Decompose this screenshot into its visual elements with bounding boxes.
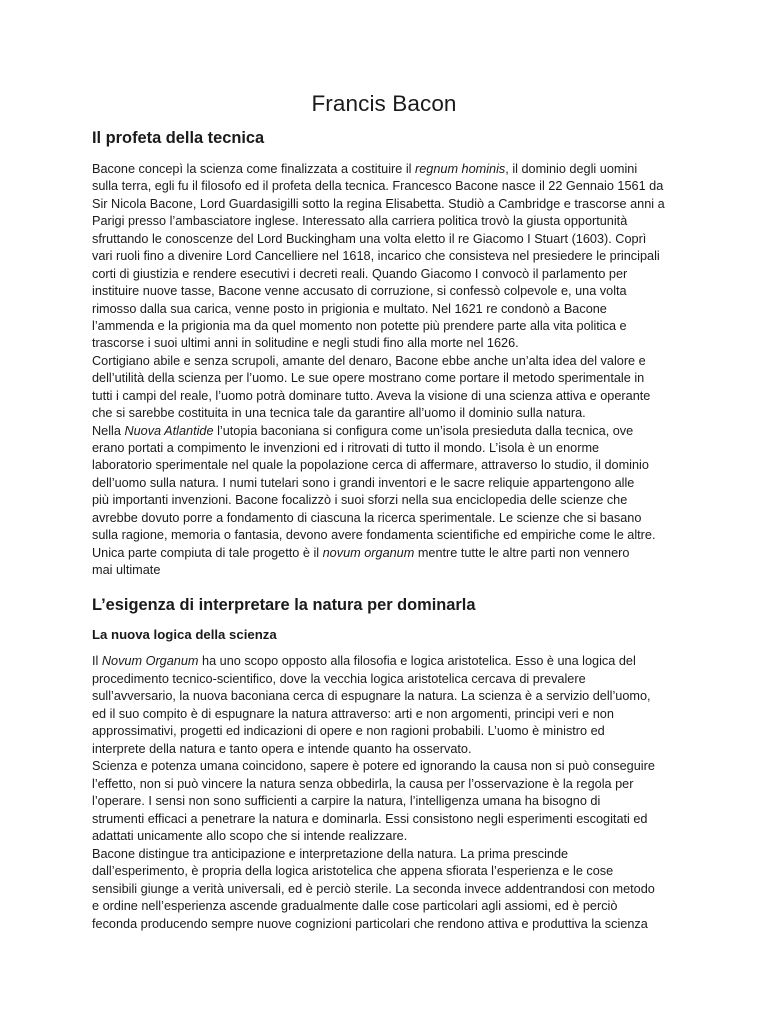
italic-title: novum organum [322, 545, 415, 560]
text-run: Cortigiano abile e senza scrupoli, amante del denaro, Bacone ebbe anche un’alta idea del valore e [92, 353, 646, 368]
italic-title: Novum Organum [101, 654, 199, 668]
text-line [92, 423, 684, 440]
section-heading-profeta: Il profeta della tecnica [92, 129, 265, 147]
text-line [92, 335, 684, 352]
text-line [92, 388, 684, 405]
text-line [92, 196, 684, 213]
text-line [92, 510, 684, 527]
text-line [92, 283, 684, 300]
section-body-profeta [92, 161, 684, 580]
text-line [92, 793, 684, 811]
text-run: più importanti invenzioni. Bacone focalizzò i suoi sforzi nella sua enciclopedia delle scienze che [92, 493, 628, 508]
text-run: erano portati a compimento le invenzioni ed i ritrovati di tutto il mondo. L’isola è un enorme [92, 441, 600, 455]
text-run: sulla ragione, memoria o fantasia, devono avere fondamenta scientifiche ed empiriche come le altre. [92, 528, 656, 543]
text-line [92, 898, 684, 916]
text-line [92, 457, 684, 474]
text-run: vari ruoli fino a divenire Lord Cancelliere nel 1618, incarico che consisteva nel presiedere le principali [92, 249, 660, 264]
text-run: procedimento tecnico-scientifico, dove la vecchia logica aristotelica cercava di prevalere [92, 671, 586, 686]
text-run: sfruttando le conoscenze del Lord Buckingham una volta eletto il re Giacomo I Stuart (1603). Coprì [92, 231, 647, 246]
text-line [92, 301, 684, 318]
text-line [92, 811, 684, 829]
text-run: tutti i campi del reale, l’uomo potrà dominare tutto. Aveva la visione di una scienza attiva e operante [92, 388, 651, 403]
text-line [92, 405, 684, 422]
text-line [92, 527, 684, 544]
text-run: laboratorio sperimentale nel quale la popolazione cerca di affermare, attraverso lo studio, il dominio [92, 458, 649, 473]
text-line [92, 723, 684, 741]
text-run: corti di giustizia e rendere esecutivi i decreti reali. Quando Giacomo I convocò il parlamento per [92, 266, 628, 281]
text-line [92, 318, 684, 335]
text-line [92, 671, 684, 689]
section-heading-esigenza: L’esigenza di interpretare la natura per dominarla [92, 596, 476, 614]
text-run: Parigi presso l’ambasciatore inglese. Interessato alla carriera politica trovò la giusta opportunità [92, 214, 628, 229]
italic-title: Nuova Atlantide [124, 423, 214, 438]
text-run: ha uno scopo opposto alla filosofia e logica aristotelica. Esso è una logica del [198, 654, 636, 668]
subsection-heading-logica: La nuova logica della scienza [92, 627, 277, 642]
text-run: approssimativi, progetti ed indicazioni di opere e non ragioni probabili. L’uomo è ministro ed [92, 724, 605, 738]
text-line [92, 776, 684, 794]
text-run: mai ultimate [92, 563, 161, 578]
text-run: sull’avversario, la nuova baconiana cerca di espugnare la natura. La scienza è a servizio dell’uomo, [92, 689, 651, 703]
text-run: instituire nuove tasse, Bacone venne accusato di corruzione, si confessò colpevole e, una volta [92, 284, 627, 299]
text-run: Bacone distingue tra anticipazione e interpretazione della natura. La prima prescinde [92, 846, 569, 861]
text-run: rimosso dalla sua carica, venne posto in prigionia e multato. Nel 1621 re condonò a Bacone [92, 301, 607, 316]
text-line [92, 863, 684, 881]
text-line [92, 688, 684, 706]
text-run: avrebbe dovuto porre a fondamento di ciascuna la ricerca sperimentale. Le scienze che si basano [92, 510, 642, 525]
text-run: Scienza e potenza umana coincidono, sapere è potere ed ignorando la causa non si può conseguire [92, 759, 655, 773]
text-run: interprete della natura e tanto opera e intende quanto ha osservato. [92, 741, 472, 756]
text-line [92, 653, 684, 671]
text-run: trascorse i suoi ultimi anni in solitudine e negli studi fino alla morte nel 1626. [92, 336, 519, 351]
text-line [92, 266, 684, 283]
text-run: e ordine nell’esperienza ascende gradualmente dalle cose particolari agli assiomi, ed è perciò [92, 899, 618, 913]
text-line [92, 248, 684, 265]
text-line [92, 440, 684, 457]
text-run: strumenti efficaci a penetrare la natura e dominarla. Essi consistono negli esperimenti escogitati ed [92, 811, 648, 826]
text-line [92, 545, 684, 562]
text-run: feconda producendo sempre nuove cognizioni particolari che rendono attiva e produttiva la scienza [92, 916, 648, 931]
text-run: l’operare. I sensi non sono sufficienti a carpire la natura, l’intelligenza umana ha bisogno di [92, 794, 601, 808]
text-line [92, 475, 684, 492]
text-line [92, 213, 684, 230]
text-line [92, 562, 684, 579]
text-line [92, 492, 684, 509]
text-run: Nella [92, 423, 125, 438]
text-run: mentre tutte le altre parti non vennero [414, 545, 630, 560]
italic-title: regnum hominis [415, 162, 506, 176]
text-line [92, 706, 684, 724]
text-run: Bacone concepì la scienza come finalizzata a costituire il [92, 162, 415, 176]
text-run: , il dominio degli uomini [505, 162, 638, 176]
text-line [92, 846, 684, 864]
section-body-esigenza [92, 653, 684, 933]
text-run: dell’uomo sulla natura. I numi tutelari sono i grandi inventori e le sacre reliquie appartengono alle [92, 475, 635, 490]
text-run: sensibili giunge a verità universali, ed è perciò sterile. La seconda invece addentrandosi con metodo [92, 881, 655, 896]
text-run: l’utopia baconiana si configura come un’isola presieduta dalla tecnica, ove [213, 423, 634, 438]
text-line [92, 161, 684, 178]
text-run: l’effetto, non si può vincere la natura senza obbedirla, la causa per l’osservazione è la regola per [92, 776, 634, 791]
text-line [92, 178, 684, 195]
text-run: dell’utilità della scienza per l’uomo. Le sue opere mostrano come portare il metodo sperimentale in [92, 371, 645, 386]
text-line [92, 370, 684, 387]
document-title: Francis Bacon [311, 91, 457, 116]
text-line [92, 741, 684, 759]
text-line [92, 231, 684, 248]
text-run: ed il suo compito è di espugnare la natura attraverso: arti e non argomenti, principi veri e non [92, 706, 614, 721]
text-run: che si sarebbe costituita in una tecnica tale da garantire all’uomo il dominio sulla natura. [92, 406, 586, 421]
text-run: dall’esperimento, è propria della logica aristotelica che appena sfiorata l’esperienza e le cose [92, 864, 614, 878]
text-run: Il [92, 654, 102, 668]
text-run: l’ammenda e la prigionia ma da quel momento non potette più prendere parte alla vita politica e [92, 318, 627, 333]
text-line [92, 916, 684, 934]
text-line [92, 828, 684, 846]
text-line [92, 353, 684, 370]
text-line [92, 758, 684, 776]
text-run: Sir Nicola Bacone, Lord Guardasigilli sotto la regina Elisabetta. Studiò a Cambridge e trascorse anni a [92, 196, 665, 211]
text-line [92, 881, 684, 899]
text-run: Unica parte compiuta di tale progetto è il [92, 545, 323, 560]
text-run: adattati unicamente allo scopo che si intende realizzare. [92, 829, 408, 843]
text-run: sulla terra, egli fu il filosofo ed il profeta della tecnica. Francesco Bacone nasce il 22 Gennaio 1561 da [92, 179, 664, 194]
